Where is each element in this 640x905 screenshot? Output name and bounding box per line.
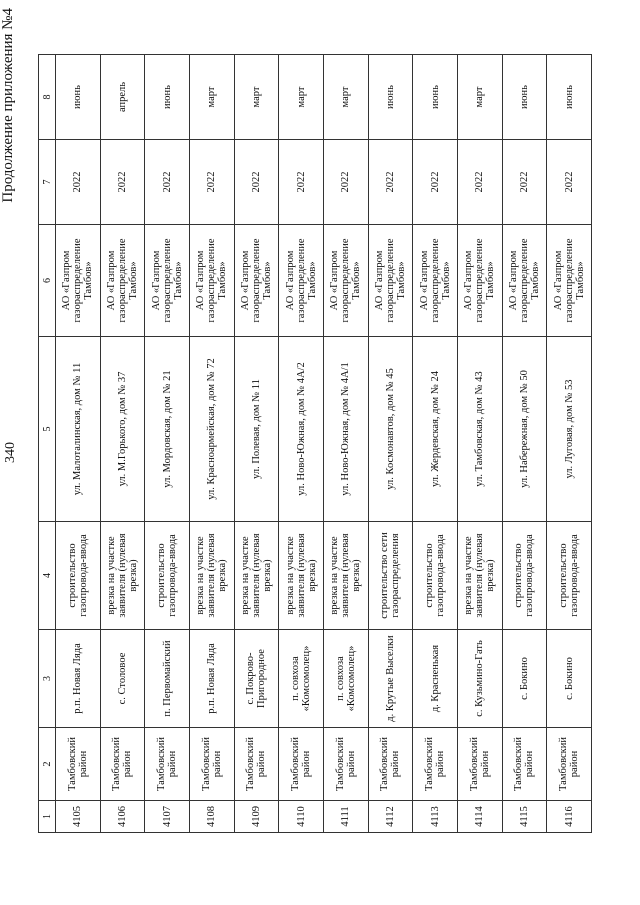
month-cell: июнь	[547, 55, 592, 140]
district-cell: Тамбовский район	[100, 728, 145, 801]
column-header: 1	[39, 801, 56, 833]
table-row	[145, 55, 190, 833]
address-cell: ул. М.Горького, дом № 37	[100, 337, 145, 522]
month-cell: март	[323, 55, 368, 140]
address-cell: ул. Мордовская, дом № 21	[145, 337, 190, 522]
settlement-cell: п. совхоза «Комсомолец»	[279, 630, 324, 728]
month-cell: март	[279, 55, 324, 140]
district-cell: Тамбовский район	[547, 728, 592, 801]
month-cell: июнь	[413, 55, 458, 140]
table-header-row	[39, 55, 56, 833]
work-type-cell: врезка на участке заявителя (нулевая врезка)	[189, 522, 234, 630]
table-row	[100, 55, 145, 833]
month-cell: июнь	[502, 55, 547, 140]
work-type-cell: строительство газопровода-ввода	[145, 522, 190, 630]
table-row	[234, 55, 279, 833]
address-cell: ул. Тамбовская, дом № 43	[457, 337, 502, 522]
column-header: 5	[39, 337, 56, 522]
row-number: 4105	[56, 801, 101, 833]
year-cell: 2022	[145, 140, 190, 225]
year-cell: 2022	[502, 140, 547, 225]
work-type-cell: врезка на участке заявителя (нулевая врезка)	[323, 522, 368, 630]
table-row	[502, 55, 547, 833]
row-number: 4107	[145, 801, 190, 833]
month-cell: июнь	[56, 55, 101, 140]
organization-cell: АО «Газпром газораспределение Тамбов»	[502, 225, 547, 337]
work-type-cell: строительство сети газораспределения	[368, 522, 413, 630]
year-cell: 2022	[323, 140, 368, 225]
settlement-cell: с. Кузьмино-Гать	[457, 630, 502, 728]
organization-cell: АО «Газпром газораспределение Тамбов»	[547, 225, 592, 337]
table-row	[547, 55, 592, 833]
settlement-cell: с. Столовое	[100, 630, 145, 728]
district-cell: Тамбовский район	[457, 728, 502, 801]
table-row	[189, 55, 234, 833]
year-cell: 2022	[234, 140, 279, 225]
page-number: 340	[3, 442, 18, 463]
organization-cell: АО «Газпром газораспределение Тамбов»	[279, 225, 324, 337]
month-cell: март	[457, 55, 502, 140]
row-number: 4115	[502, 801, 547, 833]
work-type-cell: строительство газопровода-ввода	[547, 522, 592, 630]
organization-cell: АО «Газпром газораспределение Тамбов»	[457, 225, 502, 337]
settlement-cell: р.п. Новая Ляда	[56, 630, 101, 728]
address-cell: ул. Ново-Южная, дом № 4А/2	[279, 337, 324, 522]
table-row	[323, 55, 368, 833]
organization-cell: АО «Газпром газораспределение Тамбов»	[100, 225, 145, 337]
address-cell: ул. Малоталинская, дом № 11	[56, 337, 101, 522]
district-cell: Тамбовский район	[323, 728, 368, 801]
district-cell: Тамбовский район	[189, 728, 234, 801]
year-cell: 2022	[56, 140, 101, 225]
column-header: 7	[39, 140, 56, 225]
row-number: 4108	[189, 801, 234, 833]
month-cell: март	[234, 55, 279, 140]
district-cell: Тамбовский район	[145, 728, 190, 801]
organization-cell: АО «Газпром газораспределение Тамбов»	[323, 225, 368, 337]
year-cell: 2022	[547, 140, 592, 225]
year-cell: 2022	[457, 140, 502, 225]
row-number: 4112	[368, 801, 413, 833]
organization-cell: АО «Газпром газораспределение Тамбов»	[189, 225, 234, 337]
organization-cell: АО «Газпром газораспределение Тамбов»	[368, 225, 413, 337]
year-cell: 2022	[189, 140, 234, 225]
work-type-cell: строительство газопровода-ввода	[56, 522, 101, 630]
column-header: 4	[39, 522, 56, 630]
row-number: 4110	[279, 801, 324, 833]
organization-cell: АО «Газпром газораспределение Тамбов»	[145, 225, 190, 337]
district-cell: Тамбовский район	[234, 728, 279, 801]
row-number: 4114	[457, 801, 502, 833]
work-type-cell: строительство газопровода-ввода	[413, 522, 458, 630]
year-cell: 2022	[100, 140, 145, 225]
address-cell: ул. Красноармейская, дом № 72	[189, 337, 234, 522]
address-cell: ул. Ново-Южная, дом № 4А/1	[323, 337, 368, 522]
column-header: 2	[39, 728, 56, 801]
year-cell: 2022	[279, 140, 324, 225]
month-cell: июнь	[145, 55, 190, 140]
work-type-cell: врезка на участке заявителя (нулевая врезка)	[234, 522, 279, 630]
settlement-cell: п. совхоза «Комсомолец»	[323, 630, 368, 728]
settlement-cell: с. Бокино	[547, 630, 592, 728]
table-row	[413, 55, 458, 833]
month-cell: июнь	[368, 55, 413, 140]
row-number: 4111	[323, 801, 368, 833]
district-cell: Тамбовский район	[56, 728, 101, 801]
district-cell: Тамбовский район	[279, 728, 324, 801]
district-cell: Тамбовский район	[502, 728, 547, 801]
row-number: 4109	[234, 801, 279, 833]
work-type-cell: врезка на участке заявителя (нулевая врезка)	[279, 522, 324, 630]
organization-cell: АО «Газпром газораспределение Тамбов»	[413, 225, 458, 337]
settlement-cell: д. Крутые Выселки	[368, 630, 413, 728]
district-cell: Тамбовский район	[413, 728, 458, 801]
row-number: 4106	[100, 801, 145, 833]
work-type-cell: строительство газопровода-ввода	[502, 522, 547, 630]
settlement-cell: р.п. Новая Ляда	[189, 630, 234, 728]
address-cell: ул. Полевая, дом № 11	[234, 337, 279, 522]
column-header: 3	[39, 630, 56, 728]
address-cell: ул. Луговая, дом № 53	[547, 337, 592, 522]
column-header: 6	[39, 225, 56, 337]
organization-cell: АО «Газпром газораспределение Тамбов»	[234, 225, 279, 337]
table-row	[368, 55, 413, 833]
column-header: 8	[39, 55, 56, 140]
organization-cell: АО «Газпром газораспределение Тамбов»	[56, 225, 101, 337]
settlement-cell: д. Красненькая	[413, 630, 458, 728]
month-cell: март	[189, 55, 234, 140]
address-cell: ул. Набережная, дом № 50	[502, 337, 547, 522]
gasification-table	[38, 54, 592, 833]
district-cell: Тамбовский район	[368, 728, 413, 801]
table-row	[56, 55, 101, 833]
appendix-title: Продолжение приложения №4	[0, 8, 16, 203]
settlement-cell: с. Бокино	[502, 630, 547, 728]
settlement-cell: п. Первомайский	[145, 630, 190, 728]
year-cell: 2022	[413, 140, 458, 225]
year-cell: 2022	[368, 140, 413, 225]
month-cell: апрель	[100, 55, 145, 140]
address-cell: ул. Жердевская, дом № 24	[413, 337, 458, 522]
row-number: 4113	[413, 801, 458, 833]
address-cell: ул. Космонавтов, дом № 45	[368, 337, 413, 522]
row-number: 4116	[547, 801, 592, 833]
table-row	[457, 55, 502, 833]
work-type-cell: врезка на участке заявителя (нулевая врезка)	[457, 522, 502, 630]
settlement-cell: с. Покрово-Пригородное	[234, 630, 279, 728]
work-type-cell: врезка на участке заявителя (нулевая врезка)	[100, 522, 145, 630]
table-row	[279, 55, 324, 833]
